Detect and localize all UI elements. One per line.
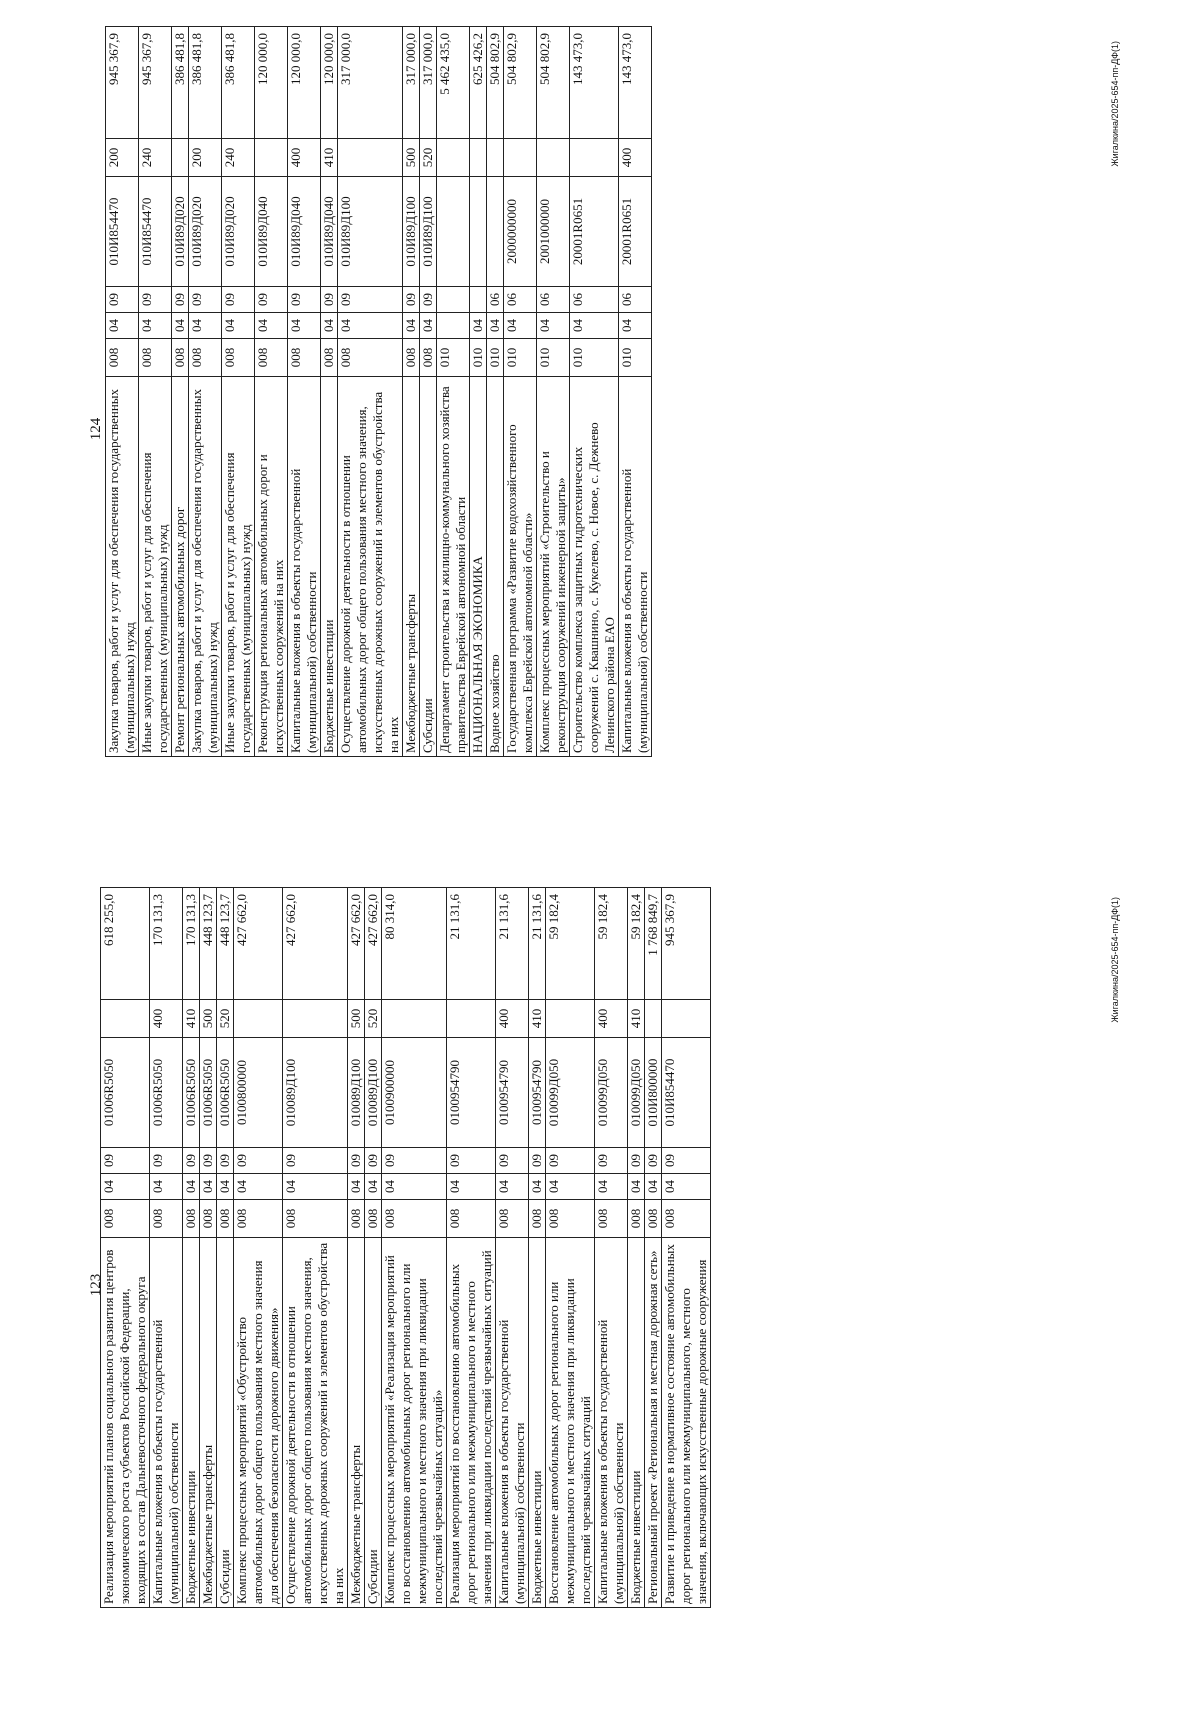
- row-name: НАЦИОНАЛЬНАЯ ЭКОНОМИКА: [470, 377, 487, 757]
- row-csr-code: 010089Д100: [348, 1038, 365, 1148]
- row-gr-code: 010: [437, 339, 470, 377]
- row-sum: 427 662,0: [348, 888, 365, 1000]
- row-vr-code: [172, 139, 189, 177]
- table-row: [537, 27, 570, 757]
- row-pr-code: 06: [504, 287, 537, 313]
- row-name: Комплекс процессных мероприятий «Обустройство автомобильных дорог общего пользования местного значения для обеспечения безопасности дорожного движения»: [234, 1238, 283, 1608]
- row-vr-code: [537, 139, 570, 177]
- table-row: [595, 888, 628, 1608]
- row-pr-code: 09: [496, 1148, 529, 1174]
- row-gr-code: 008: [645, 1200, 662, 1238]
- row-csr-code: 010И89Д020: [172, 177, 189, 287]
- row-rz-code: 04: [200, 1174, 217, 1200]
- row-name: Межбюджетные трансферты: [348, 1238, 365, 1608]
- row-sum: 386 481,8: [222, 27, 255, 139]
- row-vr-code: 410: [183, 1000, 200, 1038]
- row-sum: 386 481,8: [189, 27, 222, 139]
- row-rz-code: 04: [662, 1174, 711, 1200]
- row-sum: 21 131,6: [529, 888, 546, 1000]
- row-sum: 504 802,9: [504, 27, 537, 139]
- document-footer: Жигалкина/2025-654-пп-ДФ(1): [1110, 897, 1120, 1023]
- table-row: [222, 27, 255, 757]
- row-rz-code: 04: [619, 313, 652, 339]
- row-pr-code: 09: [595, 1148, 628, 1174]
- table-row: [365, 888, 382, 1608]
- row-sum: 625 426,2: [470, 27, 487, 139]
- row-pr-code: 09: [255, 287, 288, 313]
- row-sum: 504 802,9: [537, 27, 570, 139]
- row-csr-code: 010099Д050: [595, 1038, 628, 1148]
- row-name: Государственная программа «Развитие водохозяйственного комплекса Еврейской автономной области»: [504, 377, 537, 757]
- row-sum: 120 000,0: [288, 27, 321, 139]
- row-rz-code: 04: [255, 313, 288, 339]
- row-csr-code: 0100800000: [234, 1038, 283, 1148]
- row-rz-code: 04: [546, 1174, 595, 1200]
- row-rz-code: 04: [420, 313, 437, 339]
- row-name: Субсидии: [365, 1238, 382, 1608]
- row-pr-code: 09: [348, 1148, 365, 1174]
- row-name: Капитальные вложения в объекты государственной (муниципальной) собственности: [619, 377, 652, 757]
- row-gr-code: 008: [403, 339, 420, 377]
- row-rz-code: 04: [595, 1174, 628, 1200]
- row-rz-code: 04: [570, 313, 619, 339]
- row-csr-code: 010И854470: [662, 1038, 711, 1148]
- row-pr-code: 06: [619, 287, 652, 313]
- row-csr-code: 01006R5050: [101, 1038, 150, 1148]
- row-name: Комплекс процессных мероприятий «Реализация мероприятий по восстановлению автомобильных дорог регионального или межмуниципального и местного значения при ликвидации последствий чрезвычайных ситуаций»: [382, 1238, 447, 1608]
- row-name: Межбюджетные трансферты: [403, 377, 420, 757]
- row-gr-code: 008: [595, 1200, 628, 1238]
- row-gr-code: 008: [255, 339, 288, 377]
- row-gr-code: 008: [348, 1200, 365, 1238]
- row-pr-code: 06: [487, 287, 504, 313]
- row-name: Закупка товаров, работ и услуг для обеспечения государственных (муниципальных) нужд: [189, 377, 222, 757]
- row-pr-code: 09: [447, 1148, 496, 1174]
- row-sum: 120 000,0: [321, 27, 338, 139]
- row-rz-code: 04: [348, 1174, 365, 1200]
- row-vr-code: [570, 139, 619, 177]
- row-pr-code: 09: [106, 287, 139, 313]
- row-sum: 317 000,0: [338, 27, 403, 139]
- row-rz-code: 04: [365, 1174, 382, 1200]
- row-sum: 59 182,4: [595, 888, 628, 1000]
- row-sum: 945 367,9: [662, 888, 711, 1000]
- row-sum: 427 662,0: [283, 888, 348, 1000]
- table-row: [619, 27, 652, 757]
- row-vr-code: 410: [321, 139, 338, 177]
- row-pr-code: 09: [403, 287, 420, 313]
- row-rz-code: 04: [183, 1174, 200, 1200]
- row-gr-code: 008: [338, 339, 403, 377]
- row-sum: 59 182,4: [546, 888, 595, 1000]
- row-sum: 5 462 435,0: [437, 27, 470, 139]
- table-row: [420, 27, 437, 757]
- row-sum: 143 473,0: [619, 27, 652, 139]
- row-csr-code: 0100954790: [529, 1038, 546, 1148]
- row-vr-code: 520: [420, 139, 437, 177]
- table-row: [255, 27, 288, 757]
- row-csr-code: 010И89Д100: [420, 177, 437, 287]
- row-sum: 80 314,0: [382, 888, 447, 1000]
- row-name: Водное хозяйство: [487, 377, 504, 757]
- table-row: [447, 888, 496, 1608]
- table-row: [403, 27, 420, 757]
- row-sum: 1 768 849,7: [645, 888, 662, 1000]
- row-pr-code: 09: [288, 287, 321, 313]
- row-rz-code: 04: [496, 1174, 529, 1200]
- row-name: Бюджетные инвестиции: [183, 1238, 200, 1608]
- row-pr-code: 09: [628, 1148, 645, 1174]
- row-rz-code: 04: [234, 1174, 283, 1200]
- row-sum: 945 367,9: [106, 27, 139, 139]
- row-vr-code: [382, 1000, 447, 1038]
- row-gr-code: 010: [504, 339, 537, 377]
- row-sum: 448 123,7: [217, 888, 234, 1000]
- row-sum: 170 131,3: [150, 888, 183, 1000]
- row-name: Межбюджетные трансферты: [200, 1238, 217, 1608]
- budget-table-124: [105, 26, 652, 757]
- row-vr-code: 240: [139, 139, 172, 177]
- table-row: [172, 27, 189, 757]
- row-rz-code: 04: [628, 1174, 645, 1200]
- page-123: [0, 857, 1200, 1713]
- row-vr-code: [645, 1000, 662, 1038]
- row-pr-code: 09: [365, 1148, 382, 1174]
- row-rz-code: 04: [529, 1174, 546, 1200]
- row-rz-code: 04: [189, 313, 222, 339]
- row-gr-code: 008: [172, 339, 189, 377]
- row-csr-code: 0100954790: [447, 1038, 496, 1148]
- row-csr-code: 01006R5050: [217, 1038, 234, 1148]
- row-vr-code: 500: [200, 1000, 217, 1038]
- row-csr-code: 20001R0651: [570, 177, 619, 287]
- row-gr-code: 010: [619, 339, 652, 377]
- row-sum: 317 000,0: [420, 27, 437, 139]
- row-rz-code: 04: [645, 1174, 662, 1200]
- row-rz-code: 04: [382, 1174, 447, 1200]
- row-rz-code: 04: [470, 313, 487, 339]
- table-row: [645, 888, 662, 1608]
- row-name: Осуществление дорожной деятельности в отношении автомобильных дорог общего пользования местного значения, искусственных дорожных сооружений и элементов обустройства на них: [283, 1238, 348, 1608]
- row-name: Бюджетные инвестиции: [529, 1238, 546, 1608]
- row-name: Иные закупки товаров, работ и услуг для обеспечения государственных (муниципальных) нужд: [222, 377, 255, 757]
- row-csr-code: [487, 177, 504, 287]
- row-csr-code: 010И854470: [139, 177, 172, 287]
- row-gr-code: 008: [200, 1200, 217, 1238]
- row-rz-code: 04: [487, 313, 504, 339]
- row-sum: 143 473,0: [570, 27, 619, 139]
- row-rz-code: 04: [222, 313, 255, 339]
- row-csr-code: 0100900000: [382, 1038, 447, 1148]
- row-sum: 317 000,0: [403, 27, 420, 139]
- row-vr-code: [437, 139, 470, 177]
- row-csr-code: [470, 177, 487, 287]
- row-sum: 618 255,0: [101, 888, 150, 1000]
- table-row: [101, 888, 150, 1608]
- table-row: [200, 888, 217, 1608]
- row-name: Субсидии: [217, 1238, 234, 1608]
- row-csr-code: 01006R5050: [150, 1038, 183, 1148]
- row-gr-code: 008: [546, 1200, 595, 1238]
- row-vr-code: 200: [189, 139, 222, 177]
- row-name: Бюджетные инвестиции: [628, 1238, 645, 1608]
- table-row: [470, 27, 487, 757]
- row-pr-code: 09: [217, 1148, 234, 1174]
- row-gr-code: 008: [139, 339, 172, 377]
- row-vr-code: 410: [628, 1000, 645, 1038]
- row-gr-code: 008: [283, 1200, 348, 1238]
- row-name: Субсидии: [420, 377, 437, 757]
- page-number: 123: [88, 1273, 104, 1297]
- row-gr-code: 010: [537, 339, 570, 377]
- row-pr-code: 06: [570, 287, 619, 313]
- row-pr-code: 09: [150, 1148, 183, 1174]
- row-csr-code: 2000000000: [504, 177, 537, 287]
- row-vr-code: 400: [496, 1000, 529, 1038]
- row-gr-code: 008: [217, 1200, 234, 1238]
- row-sum: 427 662,0: [365, 888, 382, 1000]
- row-csr-code: 01006R5050: [200, 1038, 217, 1148]
- row-pr-code: 09: [420, 287, 437, 313]
- row-rz-code: 04: [150, 1174, 183, 1200]
- row-pr-code: [437, 287, 470, 313]
- budget-table-123: [100, 887, 711, 1608]
- row-pr-code: 09: [234, 1148, 283, 1174]
- row-gr-code: 008: [189, 339, 222, 377]
- row-gr-code: 008: [628, 1200, 645, 1238]
- row-vr-code: 400: [619, 139, 652, 177]
- row-csr-code: 010И89Д020: [189, 177, 222, 287]
- row-gr-code: 010: [570, 339, 619, 377]
- row-name: Реконструкция региональных автомобильных дорог и искусственных сооружений на них: [255, 377, 288, 757]
- row-vr-code: [487, 139, 504, 177]
- row-pr-code: 09: [139, 287, 172, 313]
- row-sum: 504 802,9: [487, 27, 504, 139]
- table-row: [437, 27, 470, 757]
- row-vr-code: [255, 139, 288, 177]
- row-pr-code: 09: [189, 287, 222, 313]
- row-csr-code: 010И89Д100: [338, 177, 403, 287]
- row-name: Реализация мероприятий планов социального развития центров экономического роста субъектов Российской Федерации, входящих в состав Дальневосточного федерального округа: [101, 1238, 150, 1608]
- table-row: [382, 888, 447, 1608]
- row-name: Региональный проект «Региональная и местная дорожная сеть»: [645, 1238, 662, 1608]
- row-rz-code: 04: [504, 313, 537, 339]
- row-name: Иные закупки товаров, работ и услуг для обеспечения государственных (муниципальных) нужд: [139, 377, 172, 757]
- row-name: Капитальные вложения в объекты государственной (муниципальной) собственности: [288, 377, 321, 757]
- row-pr-code: 09: [183, 1148, 200, 1174]
- row-pr-code: 06: [537, 287, 570, 313]
- row-vr-code: 410: [529, 1000, 546, 1038]
- row-csr-code: 010089Д100: [283, 1038, 348, 1148]
- document-footer: Жигалкина/2025-654-пп-ДФ(1): [1110, 41, 1120, 167]
- row-rz-code: 04: [217, 1174, 234, 1200]
- row-pr-code: 09: [662, 1148, 711, 1174]
- table-row: [338, 27, 403, 757]
- row-rz-code: 04: [139, 313, 172, 339]
- row-pr-code: 09: [200, 1148, 217, 1174]
- row-name: Комплекс процессных мероприятий «Строительство и реконструкция сооружений инженерной защиты»: [537, 377, 570, 757]
- row-rz-code: 04: [288, 313, 321, 339]
- row-rz-code: 04: [101, 1174, 150, 1200]
- row-csr-code: 010099Д050: [546, 1038, 595, 1148]
- table-row: [546, 888, 595, 1608]
- row-vr-code: 200: [106, 139, 139, 177]
- row-rz-code: [437, 313, 470, 339]
- row-name: Строительство комплекса защитных гидротехнических сооружений с. Квашнино, с. Кукелево, с. Новое, с. Дежнево Ленинского района ЕАО: [570, 377, 619, 757]
- table-row: [348, 888, 365, 1608]
- row-csr-code: 20001R0651: [619, 177, 652, 287]
- row-name: Капитальные вложения в объекты государственной (муниципальной) собственности: [150, 1238, 183, 1608]
- page-124: [0, 1, 1200, 857]
- row-csr-code: 010И854470: [106, 177, 139, 287]
- row-vr-code: [234, 1000, 283, 1038]
- row-sum: 21 131,6: [496, 888, 529, 1000]
- row-sum: 386 481,8: [172, 27, 189, 139]
- row-csr-code: 010099Д050: [628, 1038, 645, 1148]
- row-vr-code: 400: [288, 139, 321, 177]
- row-gr-code: 008: [321, 339, 338, 377]
- table-row: [150, 888, 183, 1608]
- row-csr-code: 010И89Д040: [255, 177, 288, 287]
- row-name: Капитальные вложения в объекты государственной (муниципальной) собственности: [496, 1238, 529, 1608]
- row-csr-code: 01006R5050: [183, 1038, 200, 1148]
- table-row: [529, 888, 546, 1608]
- row-vr-code: 400: [595, 1000, 628, 1038]
- table-row: [628, 888, 645, 1608]
- row-csr-code: 010089Д100: [365, 1038, 382, 1148]
- row-csr-code: 0100954790: [496, 1038, 529, 1148]
- row-name: Восстановление автомобильных дорог регионального или межмуниципального и местного значения при ликвидации последствий чрезвычайных ситуаций: [546, 1238, 595, 1608]
- row-sum: 21 131,6: [447, 888, 496, 1000]
- row-gr-code: 008: [529, 1200, 546, 1238]
- row-gr-code: 008: [662, 1200, 711, 1238]
- row-pr-code: 09: [101, 1148, 150, 1174]
- row-gr-code: 008: [496, 1200, 529, 1238]
- row-csr-code: 2001000000: [537, 177, 570, 287]
- row-gr-code: 008: [447, 1200, 496, 1238]
- row-pr-code: [470, 287, 487, 313]
- table-row: [217, 888, 234, 1608]
- row-csr-code: 010И89Д020: [222, 177, 255, 287]
- row-pr-code: 09: [382, 1148, 447, 1174]
- row-gr-code: 008: [150, 1200, 183, 1238]
- table-row: [570, 27, 619, 757]
- row-sum: 945 367,9: [139, 27, 172, 139]
- row-name: Бюджетные инвестиции: [321, 377, 338, 757]
- row-name: Развитие и приведение в нормативное состояние автомобильных дорог регионального или межмуниципального, местного значения, включающих искусственные дорожные сооружения: [662, 1238, 711, 1608]
- row-vr-code: [662, 1000, 711, 1038]
- table-row: [283, 888, 348, 1608]
- row-gr-code: 008: [382, 1200, 447, 1238]
- row-vr-code: 500: [403, 139, 420, 177]
- row-pr-code: 09: [172, 287, 189, 313]
- row-sum: 59 182,4: [628, 888, 645, 1000]
- row-vr-code: [101, 1000, 150, 1038]
- table-row: [662, 888, 711, 1608]
- row-rz-code: 04: [447, 1174, 496, 1200]
- row-pr-code: 09: [645, 1148, 662, 1174]
- page-number: 124: [88, 417, 104, 441]
- row-vr-code: [447, 1000, 496, 1038]
- row-pr-code: 09: [283, 1148, 348, 1174]
- row-name: Ремонт региональных автомобильных дорог: [172, 377, 189, 757]
- row-vr-code: [504, 139, 537, 177]
- row-rz-code: 04: [106, 313, 139, 339]
- row-gr-code: 010: [487, 339, 504, 377]
- row-pr-code: 09: [529, 1148, 546, 1174]
- row-gr-code: 008: [101, 1200, 150, 1238]
- row-sum: 170 131,3: [183, 888, 200, 1000]
- table-row: [504, 27, 537, 757]
- row-pr-code: 09: [321, 287, 338, 313]
- row-name: Осуществление дорожной деятельности в отношении автомобильных дорог общего пользования местного значения, искусственных дорожных сооружений и элементов обустройства на них: [338, 377, 403, 757]
- row-pr-code: 09: [546, 1148, 595, 1174]
- table-row: [183, 888, 200, 1608]
- row-vr-code: 240: [222, 139, 255, 177]
- row-gr-code: 008: [106, 339, 139, 377]
- row-gr-code: 008: [420, 339, 437, 377]
- table-row: [288, 27, 321, 757]
- table-row: [496, 888, 529, 1608]
- row-gr-code: 008: [288, 339, 321, 377]
- row-vr-code: 400: [150, 1000, 183, 1038]
- row-gr-code: 008: [234, 1200, 283, 1238]
- row-rz-code: 04: [338, 313, 403, 339]
- table-row: [234, 888, 283, 1608]
- row-vr-code: 520: [217, 1000, 234, 1038]
- row-vr-code: [546, 1000, 595, 1038]
- table-row: [189, 27, 222, 757]
- row-name: Департамент строительства и жилищно-коммунального хозяйства правительства Еврейской автономной области: [437, 377, 470, 757]
- row-csr-code: [437, 177, 470, 287]
- row-gr-code: 008: [183, 1200, 200, 1238]
- row-pr-code: 09: [222, 287, 255, 313]
- row-vr-code: [470, 139, 487, 177]
- row-csr-code: 010И89Д040: [288, 177, 321, 287]
- row-vr-code: 500: [348, 1000, 365, 1038]
- row-vr-code: [283, 1000, 348, 1038]
- row-gr-code: 008: [222, 339, 255, 377]
- row-rz-code: 04: [403, 313, 420, 339]
- table-row: [487, 27, 504, 757]
- row-vr-code: 520: [365, 1000, 382, 1038]
- row-vr-code: [338, 139, 403, 177]
- row-rz-code: 04: [321, 313, 338, 339]
- row-gr-code: 010: [470, 339, 487, 377]
- row-rz-code: 04: [283, 1174, 348, 1200]
- row-name: Реализация мероприятий по восстановлению автомобильных дорог регионального или межмуниципального и местного значения при ликвидации последствий чрезвычайных ситуаций: [447, 1238, 496, 1608]
- row-name: Капитальные вложения в объекты государственной (муниципальной) собственности: [595, 1238, 628, 1608]
- row-gr-code: 008: [365, 1200, 382, 1238]
- row-rz-code: 04: [537, 313, 570, 339]
- row-sum: 427 662,0: [234, 888, 283, 1000]
- row-sum: 120 000,0: [255, 27, 288, 139]
- table-row: [321, 27, 338, 757]
- table-row: [106, 27, 139, 757]
- table-row: [139, 27, 172, 757]
- row-pr-code: 09: [338, 287, 403, 313]
- row-name: Закупка товаров, работ и услуг для обеспечения государственных (муниципальных) нужд: [106, 377, 139, 757]
- row-sum: 448 123,7: [200, 888, 217, 1000]
- row-rz-code: 04: [172, 313, 189, 339]
- row-csr-code: 010И800000: [645, 1038, 662, 1148]
- row-csr-code: 010И89Д040: [321, 177, 338, 287]
- row-csr-code: 010И89Д100: [403, 177, 420, 287]
